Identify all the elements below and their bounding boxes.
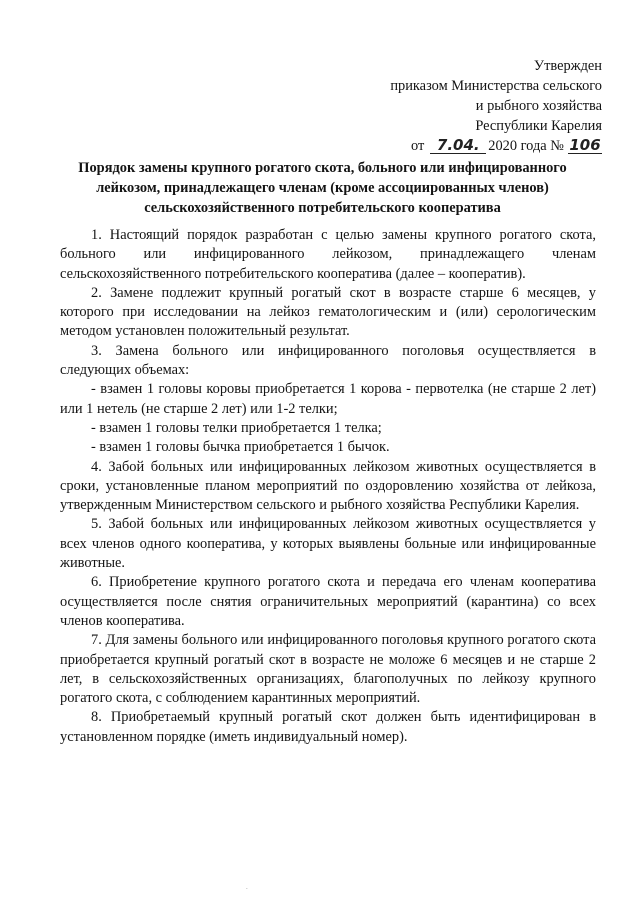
- document-body: [60, 226, 596, 747]
- list-item-cow: - взамен 1 головы коровы приобретается 1 корова - первотелка (не старше 2 лет) или 1 нетель (не старше 2 лет) или 1-2 телки;: [60, 381, 596, 417]
- date-year: 2020 года №: [488, 138, 564, 154]
- approval-block: [390, 56, 602, 156]
- approval-ministry-line: и рыбного хозяйства: [475, 98, 602, 114]
- page-footer-mark: .: [246, 883, 248, 891]
- handwritten-date: 7.04.: [430, 137, 486, 154]
- paragraph-3: 3. Замена больного или инфицированного поголовья осуществляется в следующих объемах:: [60, 342, 596, 379]
- paragraph-2: 2. Замене подлежит крупный рогатый скот в возрасте старше 6 месяцев, у которого при исследовании на лейкоз гематологическим и (или) серологическим методом установлен положительный результат.: [60, 284, 596, 340]
- paragraph-7: 7. Для замены больного или инфицированного поголовья крупного рогатого скота приобретается крупный рогатый скот в возрасте не моложе 6 месяцев и не старше 2 лет, в сельскохозяйственных организациях, благополучных по лейкозу крупного рогатого скота, с соблюдением карантинных мероприятий.: [60, 632, 596, 707]
- list-item-heifer: - взамен 1 головы телки приобретается 1 телка;: [91, 419, 382, 436]
- paragraph-5: 5. Забой больных или инфицированных лейкозом животных осуществляется у всех членов одного кооператива, у которых выявлены больные или инфицированные животные.: [60, 516, 596, 572]
- date-prefix: от: [410, 138, 425, 154]
- approval-heading: Утвержден: [533, 58, 602, 74]
- paragraph-8: 8. Приобретаемый крупный рогатый скот должен быть идентифицирован в установленном порядке (иметь индивидуальный номер).: [60, 709, 596, 745]
- approval-republic-line: Республики Карелия: [475, 118, 602, 134]
- document-title: Порядок замены крупного рогатого скота, больного или инфицированного лейкозом, принадлежащего членам (кроме ассоциированных членов) сельскохозяйственного потребительского кооператива: [78, 160, 567, 216]
- approval-date-line: [390, 136, 602, 156]
- approval-order-line: приказом Министерства сельского: [390, 78, 602, 94]
- paragraph-4: 4. Забой больных или инфицированных лейкозом животных осуществляется в сроки, установленные планом мероприятий по оздоровлению хозяйства от лейкоза, утвержденным Министерством сельского и рыбного хозяйства Республики Карелия.: [60, 458, 596, 514]
- paragraph-6: 6. Приобретение крупного рогатого скота и передача его членам кооператива осуществляется после снятия ограничительных мероприятий (карантина) со всех членов кооператива.: [60, 574, 596, 629]
- list-item-bull: - взамен 1 головы бычка приобретается 1 бычок.: [91, 439, 390, 456]
- handwritten-order-number: 106: [569, 136, 601, 154]
- paragraph-1: 1. Настоящий порядок разработан с целью замены крупного рогатого скота, больного или инфицированного лейкозом, принадлежащего членам сельскохозяйственного потребительского кооператива (далее – кооператив).: [60, 227, 596, 282]
